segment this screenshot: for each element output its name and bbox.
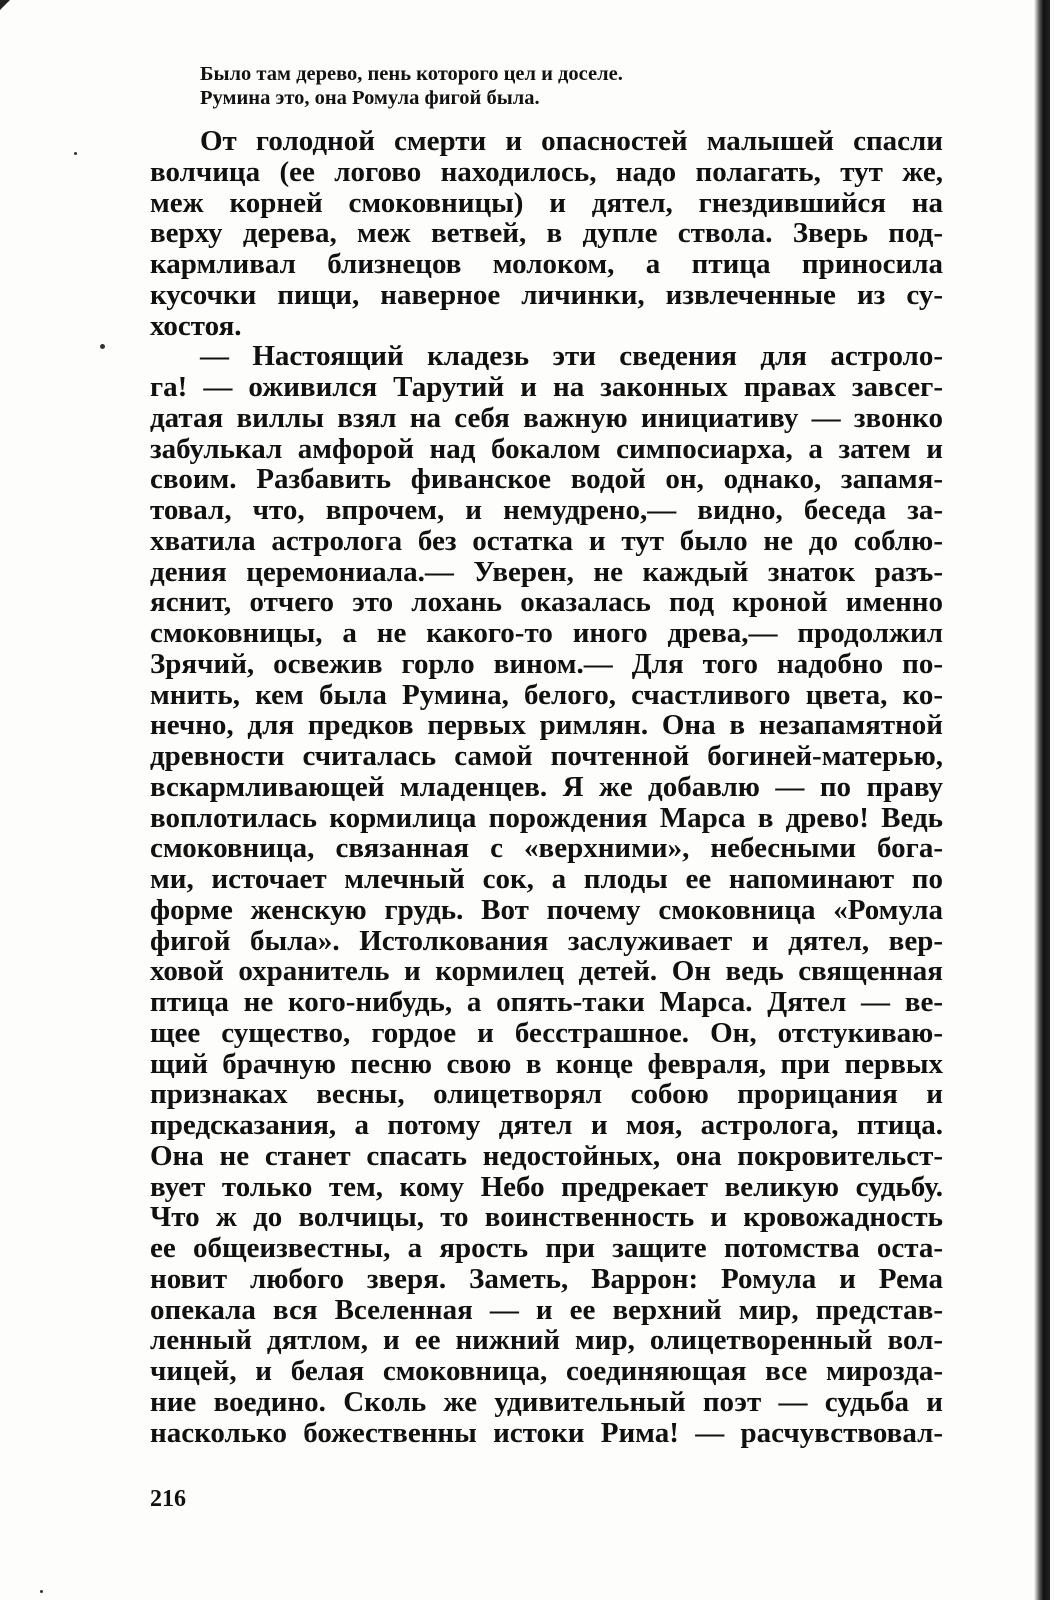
text-line: хватила астролога без остатка и тут было не до соблю- [150, 525, 943, 557]
book-binding-edge [1034, 0, 1050, 1600]
text-line: Зрячий, освежив горло вином.— Для того надобно по- [150, 648, 943, 680]
text-line: волчица (ее логово находилось, надо полагать, тут же, [150, 156, 943, 188]
scan-speck [40, 1590, 43, 1593]
epigraph [200, 62, 840, 110]
text-line: кусочки пищи, наверное личинки, извлеченные из су- [150, 279, 943, 311]
text-line: новит любого зверя. Заметь, Варрон: Ромула и Рема [150, 1263, 943, 1295]
text-line: птица не кого-нибудь, а опять-таки Марса. Дятел — ве- [150, 987, 943, 1018]
text-line: опекала вся Вселенная — и ее верхний мир, представ- [150, 1294, 943, 1326]
text-line: смоковницы, а не какого-то иного древа,— продолжил [150, 618, 943, 649]
text-line: Что ж до волчицы, то воинственность и кровожадность [150, 1202, 943, 1233]
text-line: признаках весны, олицетворял собою прорицания и [150, 1079, 943, 1110]
text-line: От голодной смерти и опасностей малышей спасли [200, 126, 943, 157]
text-line: форме женскую грудь. Вот почему смоковница «Ромула [150, 894, 943, 926]
epigraph-line-2: Румина это, она Ромула фигой была. [200, 87, 540, 109]
text-line: хостоя. [150, 310, 242, 342]
text-line: предсказания, а потому дятел и моя, астролога, птица. [150, 1110, 943, 1141]
text-line: щее существо, гордое и бесстрашное. Он, отстукиваю- [150, 1017, 943, 1049]
text-line: Она не станет спасать недостойных, она покровительст- [150, 1140, 943, 1172]
text-line: воплотилась кормилица порождения Марса в древо! Ведь [150, 802, 943, 834]
text-line: нечно, для предков первых римлян. Она в незапамятной [150, 710, 943, 741]
text-line: ховой охранитель и кормилец детей. Он ведь священная [150, 956, 943, 987]
paragraph [150, 341, 943, 1448]
epigraph-line-1: Было там дерево, пень которого цел и доселе. [200, 63, 623, 85]
scan-speck [74, 152, 77, 155]
text-line: товал, что, впрочем, и немудрено,— видно, беседа за- [150, 495, 943, 526]
text-line: фигой была». Истолкования заслуживает и дятел, вер- [150, 925, 943, 957]
text-line: ее общеизвестны, а ярость при защите потомства оста- [150, 1233, 943, 1264]
text-line: дения церемониала.— Уверен, не каждый знаток разъ- [150, 556, 943, 588]
text-line: яснит, отчего это лохань оказалась под кроной именно [150, 587, 943, 618]
text-line: — Настоящий кладезь эти сведения для астроло- [200, 341, 943, 372]
text-line: ленный дятлом, и ее нижний мир, олицетворенный вол- [150, 1325, 943, 1356]
scan-corner-mark [0, 0, 10, 10]
page-number: 216 [150, 1486, 186, 1512]
text-line: мнить, кем была Румина, белого, счастливого цвета, ко- [150, 679, 943, 711]
paragraph [150, 126, 943, 341]
text-line: га! — оживился Тарутий и на законных правах завсег- [150, 372, 943, 403]
text-line: ми, источает млечный сок, а плоды ее напоминают по [150, 864, 943, 895]
text-line: древности считалась самой почтенной богиней-матерью, [150, 741, 943, 772]
text-line: верху дерева, меж ветвей, в дупле ствола. Зверь под- [150, 218, 943, 249]
text-line: насколько божественны истоки Рима! — расчувствовал- [150, 1417, 943, 1449]
text-line: датая виллы взял на себя важную инициативу — звонко [150, 402, 943, 434]
text-line: ние воедино. Сколь же удивительный поэт — судьба и [150, 1386, 943, 1418]
text-line: смоковница, связанная с «верхними», небесными бога- [150, 833, 943, 864]
scan-speck [100, 344, 105, 349]
body-text [150, 126, 943, 1448]
text-line: щий брачную песню свою в конце февраля, при первых [150, 1048, 943, 1080]
text-line: вует только тем, кому Небо предрекает великую судьбу. [150, 1171, 943, 1203]
text-line: чицей, и белая смоковница, соединяющая все мирозда- [150, 1356, 943, 1387]
text-line: кармливал близнецов молоком, а птица приносила [150, 249, 943, 280]
text-line: вскармливающей младенцев. Я же добавлю — по праву [150, 771, 943, 803]
text-line: меж корней смоковницы) и дятел, гнездившийся на [150, 187, 943, 219]
text-line: забулькал амфорой над бокалом симпосиарха, а затем и [150, 433, 943, 465]
text-line: своим. Разбавить фиванское водой он, однако, запамя- [150, 464, 943, 495]
